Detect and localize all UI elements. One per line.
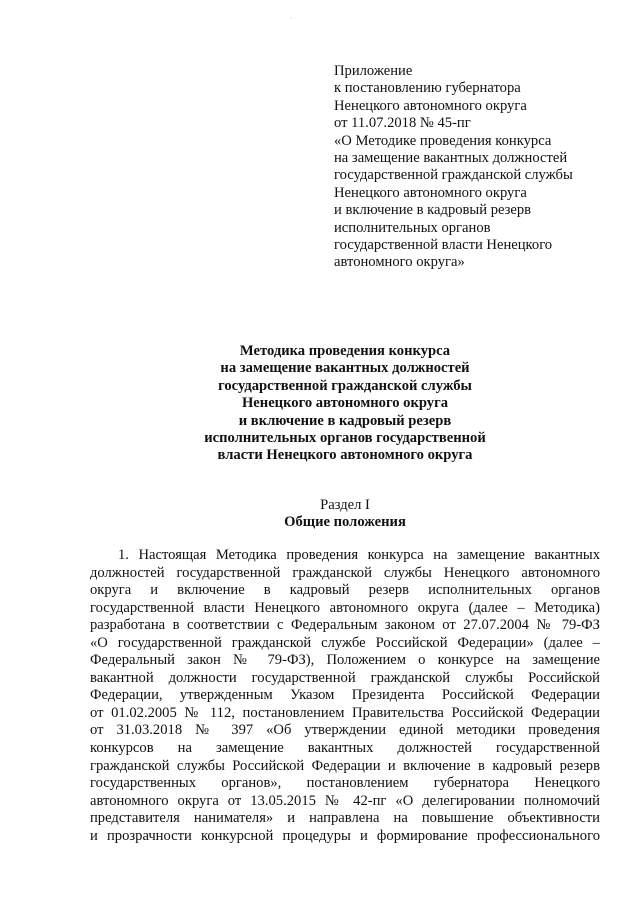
paragraph-line: конкурсов на замещение вакантных должностей государственной: [90, 740, 600, 757]
document-title: [90, 343, 600, 465]
section-heading: Общие положения: [284, 514, 406, 530]
title-line: Методика проведения конкурса: [239, 343, 451, 359]
appendix-line: Ненецкого автономного округа: [334, 97, 527, 114]
paragraph-line: государственных органов», постановлением губернатора Ненецкого: [90, 775, 600, 792]
title-line: и включение в кадровый резерв: [238, 412, 452, 429]
paragraph-line: 1. Настоящая Методика проведения конкурса на замещение вакантных: [118, 547, 600, 563]
title-line: власти Ненецкого автономного округа: [217, 447, 473, 464]
appendix-line: Ненецкого автономного округа: [334, 184, 527, 201]
appendix-line: Приложение: [334, 63, 413, 79]
appendix-line: на замещение вакантных должностей: [334, 150, 568, 167]
paragraph-line: от 31.03.2018 № 397 «Об утверждении единой методики проведения: [90, 722, 600, 739]
paragraph-line: Федерации, утвержденным Указом Президента Российской Федерации: [90, 687, 600, 704]
paragraph-line: вакантной должности государственной гражданской службы Российской: [90, 669, 600, 686]
title-line: государственной гражданской службы: [218, 377, 472, 394]
paragraph-line: от 01.02.2005 № 112, постановлением Правительства Российской Федерации: [90, 704, 600, 721]
paragraph-line: гражданской службы Российской Федерации и включение в кадровый резерв: [90, 757, 600, 774]
paragraph-1: [90, 547, 600, 845]
appendix-line: исполнительных органов: [334, 219, 491, 236]
paragraph-line: и прозрачности конкурсной процедуры и формирование профессионального: [90, 827, 600, 844]
paragraph-line: округа и включение в кадровый резерв исполнительных органов: [90, 582, 600, 599]
appendix-line: автономного округа»: [334, 254, 465, 271]
title-line: на замещение вакантных должностей: [220, 360, 470, 377]
paragraph-line: Федеральный закон № 79-ФЗ), Положением о конкурсе на замещение: [90, 652, 600, 669]
appendix-line: от 11.07.2018 № 45-пг: [334, 115, 471, 132]
appendix-line: «О Методике проведения конкурса: [334, 132, 552, 149]
paragraph-line: государственной власти Ненецкого автономного округа (далее – Методика): [90, 599, 600, 616]
appendix-line: и включение в кадровый резерв: [334, 202, 532, 219]
paragraph-line: автономного округа от 13.05.2015 № 42-пг «О делегировании полномочий: [90, 792, 600, 809]
scan-speck: ·: [290, 16, 292, 22]
paragraph-line: «О государственной гражданской службе Российской Федерации» (далее –: [90, 634, 600, 651]
paragraph-line: разработана в соответствии с Федеральным законом от 27.07.2004 № 79-ФЗ: [90, 617, 600, 634]
section-number: Раздел I: [320, 497, 370, 513]
appendix-line: государственной гражданской службы: [334, 167, 573, 184]
appendix-line: к постановлению губернатора: [334, 80, 521, 97]
appendix-line: государственной власти Ненецкого: [334, 237, 553, 254]
appendix-header: [334, 63, 624, 272]
title-line: Ненецкого автономного округа: [241, 395, 449, 412]
title-line: исполнительных органов государственной: [204, 430, 486, 447]
paragraph-line: представителя нанимателя» и направлена на повышение объективности: [90, 810, 600, 827]
paragraph-line: должностей государственной гражданской службы Ненецкого автономного: [90, 564, 600, 581]
